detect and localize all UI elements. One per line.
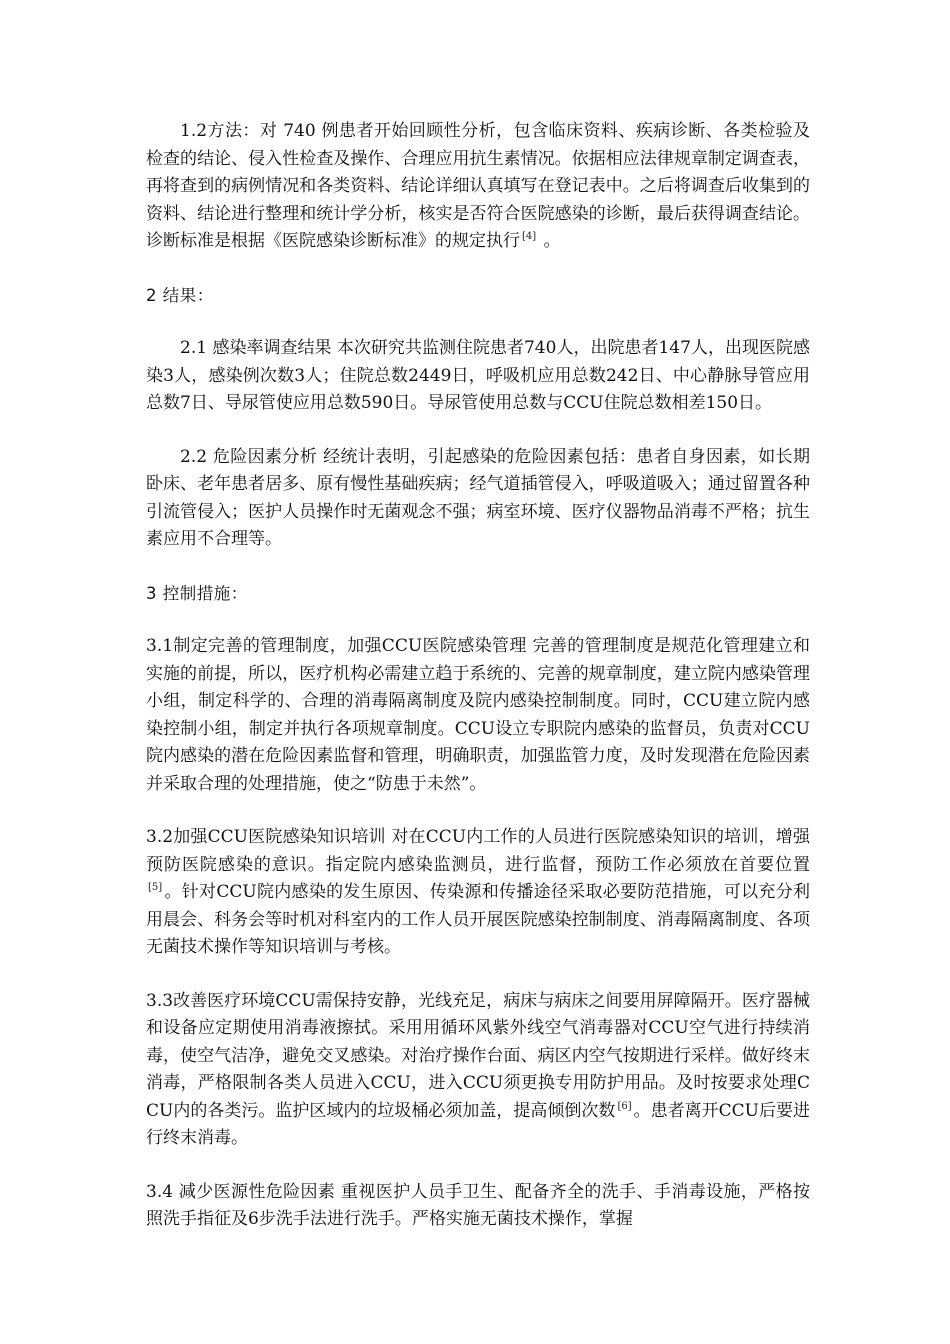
citation-ref-5: [5] [148, 882, 163, 894]
measure-management-paragraph: 3.1制定完善的管理制度，加强CCU医院感染管理 完善的管理制度是规范化管理建立和实施的前提，所以，医疗机构必需建立趋于系统的、完善的规章制度，建立院内感染管理小组，制定科学的、合理的消毒隔离制度及院内感染控制制度。同时，CCU建立院内感染控制小组，制定并执行各项规章制度。CCU设立专职院内感染的监督员，负责对CCU院内感染的潜在危险因素监督和管理，明确职责，加强监管力度，及时发现潜在危险因素并采取合理的处理措施，使之“防患于未然”。 [146, 636, 810, 794]
measure-training-paragraph [146, 824, 810, 962]
methods-tail: 。 [538, 231, 561, 251]
document-page [146, 118, 810, 1260]
measure-environment-paragraph [146, 988, 810, 1153]
results-infection-rate-paragraph: 2.1 感染率调查结果 本次研究共监测住院患者740人，出院患者147人，出现医院感染3人，感染例次数3人；住院总数2449日，呼吸机应用总数242日、中心静脉导管应用总数7日、导尿管使应用总数590日。导尿管使用总数与CCU住院总数相差150日。 [146, 338, 810, 413]
section-heading-control-measures: 3 控制措施： [146, 583, 248, 603]
methods-paragraph [146, 118, 810, 256]
environment-text-pre: 3.3改善医疗环境CCU需保持安静，光线充足，病床与病床之间要用屏障隔开。医疗器械和设备应定期使用消毒液擦拭。采用用循环风紫外线空气消毒器对CCU空气进行持续消毒，使空气洁净，避免交叉感染。对治疗操作台面、病区内空气按期进行采样。做好终末消毒，严格限制各类人员进入CCU，进入CCU须更换专用防护用品。及时按要求处理CCU内的各类污。监护区域内的垃圾桶必须加盖，提高倾倒次数 [146, 990, 810, 1121]
citation-ref-6: [6] [617, 1100, 632, 1112]
methods-text: 1.2方法：对 740 例患者开始回顾性分析，包含临床资料、疾病诊断、各类检验及检查的结论、侵入性检查及操作、合理应用抗生素情况。依据相应法律规章制定调查表，再将查到的病例情况和各类资料、结论详细认真填写在登记表中。之后将调查后收集到的资料、结论进行整理和统计学分析，核实是否符合医院感染的诊断，最后获得调查结论。诊断标准是根据《医院感染诊断标准》的规定执行 [146, 121, 810, 251]
training-text-pre: 3.2加强CCU医院感染知识培训 对在CCU内工作的人员进行医院感染知识的培训，增强预防医院感染的意识。指定院内感染监测员，进行监督，预防工作必须放在首要位置 [146, 827, 810, 875]
section-heading-results: 2 结果： [146, 285, 214, 305]
results-risk-factors-paragraph: 2.2 危险因素分析 经统计表明，引起感染的危险因素包括：患者自身因素，如长期卧床、老年患者居多、原有慢性基础疾病；经气道插管侵入，呼吸道吸入；通过留置各种引流管侵入；医护人员操作时无菌观念不强；病室环境、医疗仪器物品消毒不严格；抗生素应用不合理等。 [146, 446, 810, 549]
environment-text-post: 。患者离开CCU后要进行终末消毒。 [146, 1100, 811, 1148]
training-text-post: 。针对CCU院内感染的发生原因、传染源和传播途径采取必要防范措施，可以充分利用晨会、科务会等时机对科室内的工作人员开展医院感染控制制度、消毒隔离制度、各项无菌技术操作等知识培训与考核。 [146, 882, 810, 957]
citation-ref-4: [4] [522, 231, 537, 243]
measure-iatrogenic-paragraph: 3.4 减少医源性危险因素 重视医护人员手卫生、配备齐全的洗手、手消毒设施，严格按照洗手指征及6步洗手法进行洗手。严格实施无菌技术操作，掌握 [146, 1181, 810, 1229]
